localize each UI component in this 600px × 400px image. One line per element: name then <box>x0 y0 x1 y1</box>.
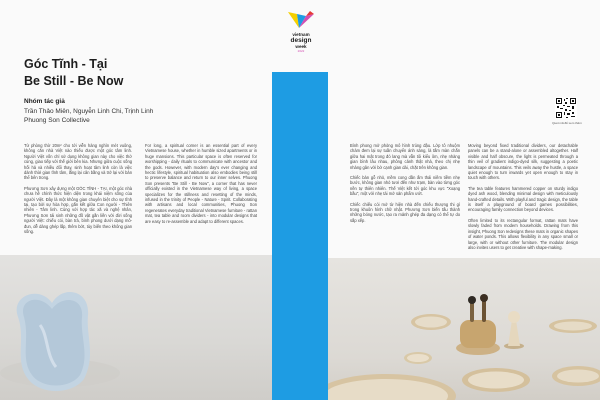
logo-line-2: design <box>290 37 312 44</box>
page-title <box>24 56 123 90</box>
authors-names: Trần Thảo Miên, Nguyễn Linh Chi, Trịnh Linh <box>24 108 154 115</box>
paragraph: Moving beyond fixed traditional dividers, our detachable panels can be a stand-alone or assembled altogether. Half visible and half obscure, the light is permeated through a thin veil of gradient indigo-dyed silk, suggesting a poetic landscape of mountains. This veils away the hustle, a space quiet enough to turn inwards yet open enough to stay in touch with others. <box>468 143 578 181</box>
vietnam-design-week-logo <box>279 10 323 54</box>
logo-line-1: vietnam <box>292 32 310 37</box>
paragraph: Chiếc chiếu cói mở từ hiện nhà đến chiếu thượng thi gì trong khuôn hình chữ nhật. Phương Sơn biến tấu thành những bóng nước, tạo ra mảnh ghép đa dạng có thể tự do sắp xếp. <box>350 201 460 223</box>
logo-sub: 2022 <box>297 49 305 53</box>
logo-line-3: week <box>295 44 307 49</box>
photo-blue-mat-illustration <box>0 255 272 400</box>
paragraph: The tea table features hammered copper on sturdy indigo dyed ash wood, blending minimal design with meticulously hand-crafted details. With playful and tragic design, the table is itself a playground of board games possibilities, encouraging family connection beyond devices. <box>468 185 578 213</box>
qr-code-icon[interactable] <box>555 97 577 119</box>
center-blue-stripe <box>272 72 328 400</box>
photo-rattan-mats-illustration <box>328 258 600 400</box>
text-column-vi-left <box>24 143 132 240</box>
paragraph: Phương Sơn xây dựng một GÓC TĨNH - TẠI, một góc nhà chưa hề chính thức hiện diện trong khái niệm sống của người Việt. Đây là một không gian chuyên biệt cho sự tĩnh tại, tạo bởi sự hòa hợp, gắn kết giữa Con người - Thiên nhiên - Tâm linh. Cùng với hợp tác xã và nghệ nhân, Phương Sơn tái sinh những đồ vật gắn liền với đời sống người Việt: chiếu cói, bàn trà, bình phong dưới dạng mô-đun, dễ dàng ghép lắp, thêm bớt, tùy biến theo không gian sống. <box>24 185 132 235</box>
text-column-vi-right <box>350 143 460 228</box>
photo-blue-mat <box>0 255 272 400</box>
text-column-en-right <box>468 143 578 255</box>
photo-rattan-mats <box>328 258 600 400</box>
paragraph: Often limited to its rectangular format, rattan mats have slowly faded from modern households. Drawing from this insight, Phuong Son redesigns these mats in organic shapes of water ponds. This allows flexibility in any space small or large, with or without other furniture. The modular design also invites users to get creative with shape-making. <box>468 217 578 250</box>
authors-collective: Phuong Son Collective <box>24 117 90 124</box>
title-vietnamese: Góc Tĩnh - Tại <box>24 57 108 71</box>
qr-caption: Quét mã để xem thêm <box>552 121 582 125</box>
paragraph: Chiếc bàn gỗ nhỏ, mềm cong dần ấm thái niềm tiềm nhẹ bước, không gian nhỏ tươi đến như trạm, bàn vào từng góc nền tự thiên nhiên. Thế Việt kết tới góc khu vực "Xoạng bầu", một với nhẹ tài mở sản phẩm ướt. <box>350 175 460 197</box>
paragraph: For long, a spiritual corner is an essential part of every Vietnamese house, whether in humble sized apartments or in huge mansions. This particular space is often reserved for worshipping - daily rituals to communicate with ancestor and the gods. However, with modern day's ever changing and hectic lifestyle, spiritual habituation also embodies being still to preserve balance and return to our inner selves. Phuong Son presents "Be Still - Be Now", a corner that has never officially existed in the Vietnamese way of living, a space specializes for the stillness and resetting of the minds, infused in the trinity of People - Nature - Spirit. Collaborating with artisans and local communities, Phuong Son regenerates everyday traditional Vietnamese furniture - rattan mat, tea table and room dividers - into modular designs that are easy to re-assemble and adapt to different spaces. <box>145 143 257 224</box>
title-english: Be Still - Be Now <box>24 74 124 88</box>
paragraph: Bình phong mở phỏng mô hình trúng đậu. Lớp tô nhuộm chàm đem lại sự tuần chuyển ánh sáng, là tấm màn chắn giữa hai mật trong đó lang mà vẫn tôi kiểu ôm, nhẹ nhàng gian bình lâu nhau, phông cảnh thật nhà, theo chị nhẹ nhàng gân với bờ cạnh gian dài, chặt trên không gian. <box>350 143 460 170</box>
logo-mark-icon <box>286 10 316 32</box>
authors-heading: Nhóm tác giả <box>24 98 65 105</box>
text-column-en-left <box>145 143 257 229</box>
authors-block <box>24 98 153 125</box>
paragraph: Từ phòng thờ 20m² cho tới viễn hàng nghìn mét vuông, không căn nhà Việt nào thiếu được một góc tâm linh. Người Việt vốn chỉ sử dụng không gian này cho việc thờ cúng, giao tiếp với thế giới bên kia. Nhưng giữa cuộc sống hối hả và nhiều đổi thay, sinh hoạt tâm linh còn là việc dành thời gian tĩnh tâm, lắng lại cân bằng và trở lại với bản thể bên trong. <box>24 143 132 181</box>
